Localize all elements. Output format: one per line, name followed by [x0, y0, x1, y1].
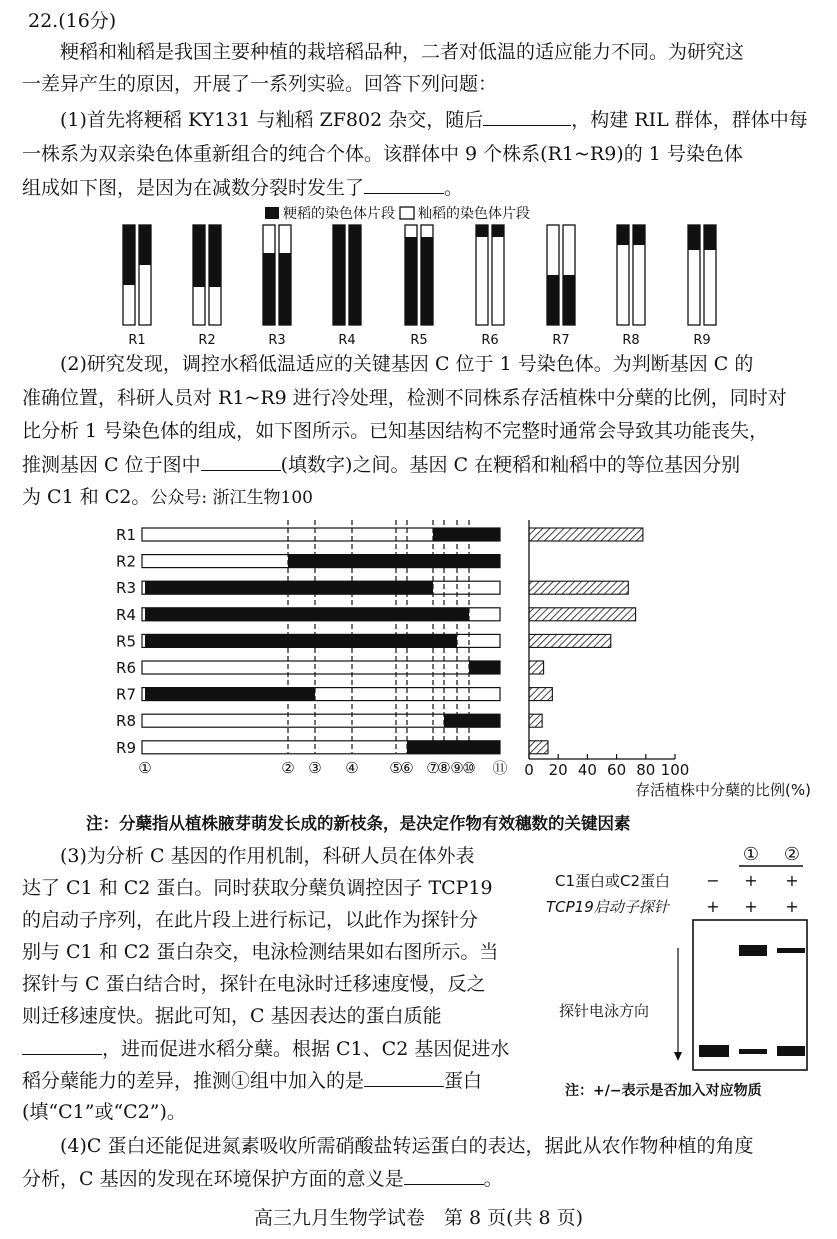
gel-band-lane2-upper: [777, 948, 805, 953]
chromosome-segment: [688, 225, 700, 250]
marker-label-2: ②: [281, 759, 295, 777]
chromosome-pairs: [123, 225, 716, 348]
watermark-text: 公众号: 浙江生物100: [150, 488, 313, 508]
row-label-R7: R7: [116, 685, 136, 704]
chromosome-pair-R8: [617, 225, 645, 348]
part2-text-c: 为 C1 和 C2。: [22, 486, 151, 508]
chromosome-segment: [492, 237, 504, 325]
chromosome-segment: [492, 225, 504, 237]
lane-label-2: ②: [783, 844, 801, 865]
marker-labels: [138, 759, 507, 777]
gel-band-lane1-lower: [739, 1049, 767, 1054]
sign-probe-2: +: [785, 897, 799, 916]
part3-line-7: [22, 1036, 509, 1061]
tiller-bar-R7: [529, 688, 552, 701]
page-footer: 高三九月生物学试卷 第 8 页(共 8 页): [253, 1207, 584, 1229]
x-tick-label: 60: [607, 761, 627, 779]
chromosome-segment: [704, 250, 716, 325]
chromosome-segment: [421, 225, 433, 237]
part2-text-b: (填数字)之间。基因 C 在粳稻和籼稻中的等位基因分别: [280, 454, 741, 476]
row-label-R1: R1: [116, 526, 136, 544]
part2-line-2: 准确位置，科研人员对 R1~R9 进行冷处理，检测不同株系存活植株中分蘖的比例，同时对: [22, 387, 787, 409]
x-axis-label: 存活植株中分蘖的比例(%): [635, 781, 811, 799]
legend-japonica-label: 粳稻的染色体片段: [283, 206, 395, 222]
chromosome-pair-R5: [405, 225, 433, 348]
chromosome-segment: [547, 275, 559, 325]
intro-line-1: 粳稻和籼稻是我国主要种植的栽培稻品种，二者对低温的适应能力不同。为研究这: [60, 41, 745, 63]
row-label-protein: C1蛋白或C2蛋白: [555, 872, 671, 890]
part1-text-d: 。: [444, 177, 464, 199]
lane-label-1: ①: [742, 844, 760, 865]
chromosome-figure: [100, 200, 740, 348]
direction-label: 探针电泳方向: [559, 1002, 650, 1020]
chromosome-segment: [123, 285, 135, 325]
legend-indica-swatch: [400, 207, 414, 219]
x-tick-label: 80: [636, 761, 656, 779]
gel-band-lane1-upper: [739, 945, 767, 956]
part3-text-d: 蛋白: [444, 1070, 483, 1092]
chromosome-pair-label: R9: [693, 333, 711, 348]
chromosome-segment: [279, 253, 291, 325]
chromosome-segment: [405, 225, 417, 237]
chromosome-segment: [263, 225, 275, 253]
part4-text-b: 。: [483, 1168, 503, 1190]
answer-blank-2[interactable]: [364, 175, 444, 194]
part3-line-1: (3)为分析 C 基因的作用机制，科研人员在体外表: [60, 845, 475, 867]
tiller-bar-R9: [529, 741, 548, 754]
gel-figure: [546, 838, 837, 1104]
chromosome-segment: [193, 287, 205, 325]
answer-blank-4[interactable]: [22, 1036, 102, 1055]
chromosome-segment: [333, 225, 345, 325]
chromosome-segment: [139, 225, 151, 265]
japonica-segment-R8: [444, 714, 500, 727]
tiller-chart: [100, 518, 811, 805]
japonica-segment-R2: [288, 555, 500, 568]
part4-text-a: 分析，C 基因的发现在环境保护方面的意义是: [22, 1168, 404, 1190]
chromosome-pair-label: R6: [481, 333, 499, 348]
chromosome-segment: [688, 250, 700, 325]
direction-arrow-head: [674, 1052, 682, 1061]
part1-text-a: (1)首先将粳稻 KY131 与籼稻 ZF802 杂交，随后: [60, 109, 484, 131]
chromosome-segment: [209, 287, 221, 325]
gel-band-ctrl-lower: [699, 1045, 729, 1057]
chromosome-rows: [116, 526, 500, 757]
sign-probe-ctrl: +: [706, 897, 720, 916]
x-tick-label: 0: [524, 761, 534, 779]
chromosome-pair-label: R5: [410, 333, 428, 348]
part2-text-a: 推测基因 C 位于图中: [22, 454, 201, 476]
chromosome-segment: [547, 225, 559, 275]
marker-label-4: ④: [345, 759, 359, 777]
chromosome-segment: [633, 245, 645, 325]
legend-japonica-swatch: [265, 207, 279, 219]
part3-line-3: 的启动子序列，在此片段上进行标记，以此作为探针分: [22, 909, 479, 931]
question-header: [28, 9, 116, 33]
row-label-R3: R3: [116, 579, 136, 598]
japonica-segment-R4: [145, 608, 469, 621]
intro-line-2: 一差异产生的原因，开展了一系列实验。回答下列问题：: [22, 73, 498, 95]
chromosome-segment: [263, 253, 275, 325]
part3-line-2: 达了 C1 和 C2 蛋白。同时获取分蘖负调控因子 TCP19: [22, 877, 493, 899]
part2-line-4: [22, 452, 740, 477]
chromosome-segment: [476, 225, 488, 237]
chromosome-pair-R9: [688, 225, 716, 348]
chromosome-pair-label: R2: [198, 333, 216, 348]
chromosome-pair-R4: [333, 225, 361, 348]
gel-note: 注：+/−表示是否加入对应物质: [565, 1083, 762, 1099]
japonica-segment-R5: [145, 634, 457, 647]
part2-line-5: [22, 485, 313, 510]
question-number: 22.: [28, 10, 59, 32]
part1-line-3: [22, 175, 463, 200]
chromosome-segment: [209, 225, 221, 287]
part4-line-1: (4)C 蛋白还能促进氮素吸收所需硝酸盐转运蛋白的表达，据此从农作物种植的角度: [60, 1135, 754, 1157]
marker-label-8: ⑧: [437, 759, 451, 777]
chromosome-pair-label: R8: [622, 333, 640, 348]
marker-label-10: ⑩: [462, 759, 476, 777]
chromosome-pair-R6: [476, 225, 504, 348]
marker-label-3: ③: [308, 759, 322, 777]
tiller-bar-R1: [529, 528, 643, 541]
sign-protein-ctrl: −: [706, 871, 720, 890]
gel-band-lane2-lower: [777, 1046, 805, 1056]
part1-text-b: ，构建 RIL 群体，群体中每: [571, 109, 808, 131]
chromosome-segment: [405, 237, 417, 325]
x-tick-label: 20: [548, 761, 568, 779]
chromosome-pair-R2: [193, 225, 221, 348]
chromosome-pair-R7: [547, 225, 575, 348]
tiller-bar-R6: [529, 661, 544, 674]
row-label-R9: R9: [116, 738, 136, 757]
marker-label-11: ⑪: [492, 759, 508, 777]
x-tick-label: 100: [660, 761, 690, 779]
tiller-bar-R5: [529, 634, 611, 647]
answer-blank-6[interactable]: [404, 1166, 484, 1185]
part3-line-5: 探针与 C 蛋白结合时，探针在电泳时迁移速度慢，反之: [22, 973, 486, 995]
marker-label-6: ⑥: [400, 759, 414, 777]
chromosome-pair-label: R1: [128, 333, 146, 348]
tiller-bar-R8: [529, 714, 542, 727]
question-score: (16分): [58, 10, 117, 32]
chromosome-segment: [421, 237, 433, 325]
chromosome-row-R6: [142, 661, 500, 674]
part1-text-c: 组成如下图，是因为在减数分裂时发生了: [22, 177, 365, 199]
part3-line-9: (填“C1”或“C2”)。: [22, 1101, 186, 1123]
chromosome-segment: [704, 225, 716, 250]
row-label-R4: R4: [116, 605, 136, 624]
row-label-R2: R2: [116, 552, 136, 571]
chromosome-pair-label: R4: [338, 333, 356, 348]
tiller-bar-R4: [529, 608, 636, 621]
part2-line-1: (2)研究发现，调控水稻低温适应的关键基因 C 位于 1 号染色体。为判断基因 C 的: [60, 353, 754, 375]
part1-line-1: [60, 107, 808, 132]
chromosome-segment: [193, 225, 205, 287]
chromosome-segment: [563, 275, 575, 325]
marker-label-9: ⑨: [450, 759, 464, 777]
japonica-segment-R7: [145, 688, 315, 701]
part3-line-8: [22, 1068, 482, 1093]
chromosome-segment: [617, 245, 629, 325]
marker-label-5: ⑤: [389, 759, 403, 777]
japonica-segment-R3: [145, 581, 433, 594]
row-label-R8: R8: [116, 712, 136, 731]
part3-line-6: 则迁移速度快。据此可知，C 基因表达的蛋白质能: [22, 1005, 442, 1027]
x-axis: [524, 520, 689, 779]
chromosome-segment: [139, 265, 151, 325]
chromosome-segment: [123, 225, 135, 285]
part3-text-c: 稻分蘖能力的差异，推测①组中加入的是: [22, 1070, 365, 1092]
chromosome-segment: [633, 225, 645, 245]
chromosome-pair-R3: [263, 225, 291, 348]
chromosome-pair-R1: [123, 225, 151, 348]
row-label-R6: R6: [116, 659, 136, 677]
chromosome-segment: [563, 225, 575, 275]
japonica-segment-R1: [433, 528, 500, 541]
sign-protein-2: +: [785, 871, 799, 890]
chromosome-segment: [617, 225, 629, 245]
answer-blank-3[interactable]: [201, 452, 281, 471]
tiller-bar-R3: [529, 581, 628, 594]
chromosome-pair-label: R7: [552, 333, 570, 348]
marker-label-1: ①: [138, 759, 152, 777]
answer-blank-5[interactable]: [364, 1068, 444, 1087]
sign-protein-1: +: [744, 871, 758, 890]
chromosome-segment: [279, 225, 291, 253]
tiller-note: 注：分蘖指从植株腋芽萌发长成的新枝条，是决定作物有效穗数的关键因素: [86, 814, 631, 833]
part3-text-b: ，进而促进水稻分蘖。根据 C1、C2 基因促进水: [102, 1038, 510, 1060]
x-tick-label: 40: [577, 761, 597, 779]
chromosome-segment: [476, 237, 488, 325]
japonica-segment-R6: [469, 661, 500, 674]
row-label-R5: R5: [116, 632, 136, 651]
chromosome-pair-label: R3: [268, 333, 286, 348]
marker-label-7: ⑦: [426, 759, 440, 777]
part1-line-2: 一株系为双亲染色体重新组合的纯合个体。该群体中 9 个株系(R1~R9)的 1 号染色体: [22, 143, 743, 165]
legend-indica-label: 籼稻的染色体片段: [418, 206, 530, 222]
part3-line-4: 别与 C1 和 C2 蛋白杂交，电泳检测结果如右图所示。当: [22, 941, 499, 963]
row-label-probe: TCP19启动子探针: [546, 898, 669, 916]
answer-blank-1[interactable]: [483, 107, 571, 126]
part4-line-2: [22, 1166, 503, 1191]
chromosome-segment: [349, 225, 361, 325]
sign-probe-1: +: [744, 897, 758, 916]
tiller-bars: [529, 528, 643, 754]
japonica-segment-R9: [407, 741, 500, 754]
part2-line-3: 比分析 1 号染色体的组成，如下图所示。已知基因结构不完整时通常会导致其功能丧失，: [22, 420, 769, 442]
